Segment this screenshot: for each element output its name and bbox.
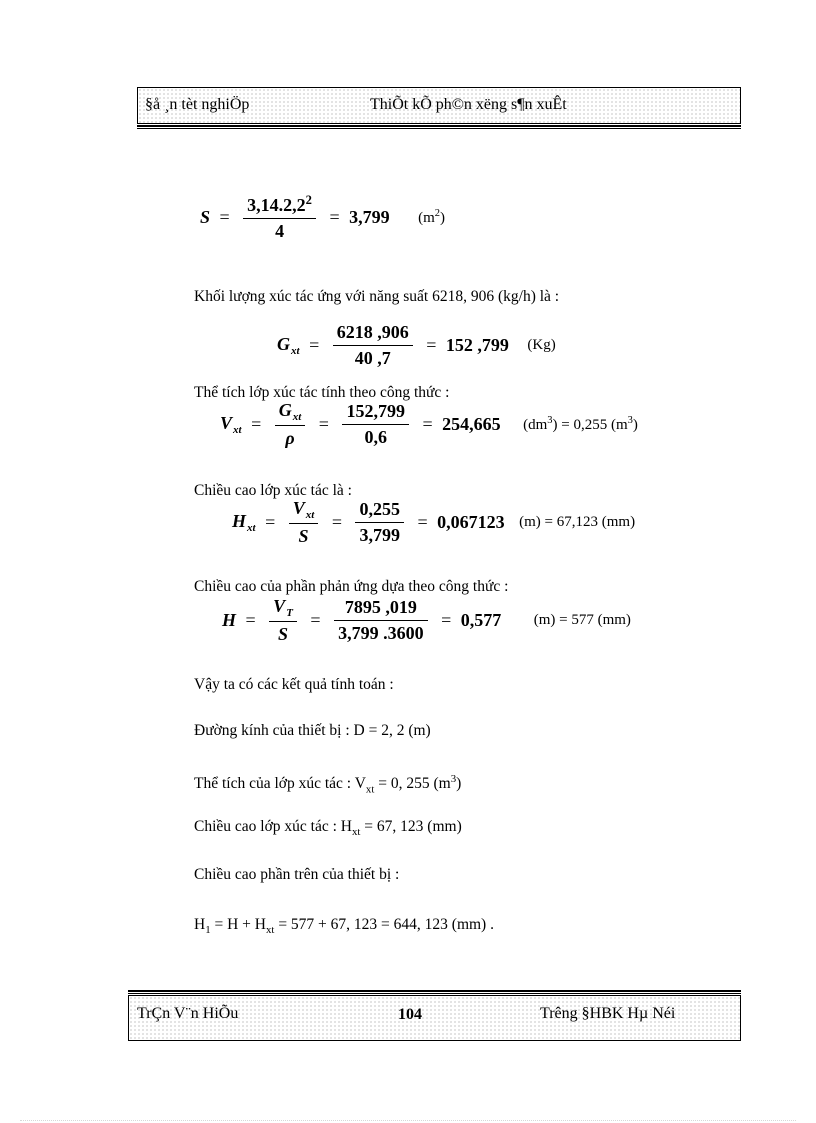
formula-unit: (Kg): [527, 337, 556, 353]
result-volume-label: Thể tích của lớp xúc tác : V: [194, 775, 366, 793]
result-top-height-intro: Chiều cao phần trên của thiết bị :: [194, 866, 400, 883]
formula-denominator: 4: [275, 221, 285, 241]
formula-numerator: 3,14.2,2: [247, 195, 306, 215]
result-volume-value: = 0, 255 (m: [374, 775, 451, 793]
formula-numerator: G: [278, 400, 292, 420]
formula-unit: (m) = 577 (mm): [533, 612, 631, 628]
paragraph-catalyst-mass: Khối lượng xúc tác ứng với năng suất 6218, 906 (kg/h) là :: [194, 288, 560, 305]
paragraph-volume-intro: Thể tích lớp xúc tác tính theo công thức :: [194, 384, 450, 401]
header-rule-thin: [137, 128, 741, 129]
formula-exponent: 2: [305, 193, 312, 207]
formula-lhs: G: [277, 334, 290, 354]
formula-numerator: V: [292, 498, 305, 518]
formula-unit: (m) = 67,123 (mm): [519, 514, 636, 530]
formula-result: 0,067123: [437, 512, 505, 532]
subscript: 1: [205, 924, 211, 937]
formula-lhs: S: [200, 207, 211, 227]
formula-numerator: 152,799: [342, 401, 409, 425]
formula-unit: (m: [418, 210, 435, 226]
header-center-text: ThiÕt kÕ ph©n xëng s¶n xuÊt: [370, 96, 567, 113]
superscript: 3: [450, 773, 457, 785]
page-bottom-edge: [20, 1120, 796, 1121]
formula-lhs: H: [232, 511, 247, 531]
formula-denominator: S: [298, 526, 309, 546]
formula-numerator: 6218 ,906: [333, 322, 413, 346]
paragraph-results-intro: Vậy ta có các kết quả tính toán :: [194, 676, 394, 693]
page-number: 104: [398, 1006, 422, 1023]
result-height: [194, 818, 462, 841]
formula-area: S = $\frac{3,14.2,2^2}{4}$ = 3,799 $(m^2)$: [200, 193, 446, 241]
formula-reaction-height: H = $\frac{V_T}{S}$ = $\frac{7895 ,019}{3,799 .3600}$ = 0,577 (m) = 577 (mm): [222, 596, 631, 644]
subscript: xt: [266, 924, 275, 937]
formula-result: 0,577: [460, 610, 502, 630]
formula-numerator-subscript: xt: [292, 411, 302, 423]
footer-rule: [128, 990, 741, 992]
result-volume-end: ): [456, 775, 462, 793]
result-total-height: [194, 916, 494, 939]
formula-lhs: V: [220, 413, 233, 433]
header-left-text: §å ¸n tèt nghiÖp: [145, 96, 250, 113]
formula-numerator-subscript: xt: [305, 509, 315, 521]
formula-catalyst-mass: $G_{xt}$ = $\frac{6218 ,906}{40 ,7}$ = 152 ,799 (Kg): [277, 322, 556, 368]
formula-result: 254,665: [442, 414, 501, 434]
formula-lhs-subscript: xt: [247, 522, 256, 534]
result-height-label: Chiều cao lớp xúc tác : H: [194, 818, 352, 835]
formula-numerator: 0,255: [355, 499, 404, 523]
paragraph-height-intro: Chiều cao lớp xúc tác là :: [194, 482, 352, 499]
unit-exponent: 2: [434, 208, 441, 219]
formula-lhs: H: [222, 610, 237, 630]
expression: = H + H: [210, 916, 266, 933]
unit-exponent: 3: [547, 415, 553, 426]
paragraph-reaction-height-intro: Chiều cao của phần phản ứng dựa theo công thức :: [194, 578, 509, 595]
formula-denominator: ρ: [285, 428, 295, 448]
formula-denominator: 40 ,7: [354, 348, 391, 368]
formula-denominator: S: [278, 624, 289, 644]
symbol: H: [194, 916, 206, 933]
header-rule: [137, 125, 741, 127]
formula-numerator-subscript: T: [286, 607, 293, 619]
formula-result: 152 ,799: [445, 335, 509, 355]
unit-end: ): [632, 417, 638, 433]
subscript: xt: [365, 783, 375, 796]
formula-denominator: 0,6: [364, 427, 387, 447]
unit-conversion: ) = 0,255 (m: [552, 417, 628, 433]
unit-exponent: 3: [627, 415, 633, 426]
footer-university: Trêng §HBK Hµ Néi: [540, 1005, 676, 1022]
formula-lhs-subscript: xt: [291, 345, 300, 357]
unit-end: ): [440, 210, 446, 226]
result-height-value: = 67, 123 (mm): [360, 818, 462, 835]
formula-lhs-subscript: xt: [233, 424, 242, 436]
formula-result: 3,799: [349, 207, 390, 227]
formula-catalyst-height: $H_{xt}$ = $\frac{V_{xt}}{S}$ = $\frac{0,255}{3,799}$ = 0,067123 (m) = 67,123 (mm): [232, 498, 636, 546]
result-diameter: Đường kính của thiết bị : D = 2, 2 (m): [194, 722, 431, 739]
formula-denominator: 3,799 .3600: [338, 623, 424, 643]
formula-denominator: 3,799: [359, 525, 400, 545]
footer-author: TrÇn V¨n HiÕu: [137, 1005, 239, 1022]
formula-unit: (dm: [523, 417, 548, 433]
formula-catalyst-volume: $V_{xt}$ = $\frac{G_{xt}}{\rho}$ = $\frac{152,799}{0,6}$ = 254,665 $(dm^3) = 0,255$ $(m^3)$: [220, 400, 638, 448]
expression-result: = 577 + 67, 123 = 644, 123 (mm) .: [274, 916, 494, 933]
result-volume: [194, 770, 461, 798]
footer-rule-thin: [128, 993, 741, 994]
subscript: xt: [351, 826, 361, 839]
formula-numerator: 7895 ,019: [334, 597, 428, 621]
formula-numerator: V: [273, 596, 286, 616]
